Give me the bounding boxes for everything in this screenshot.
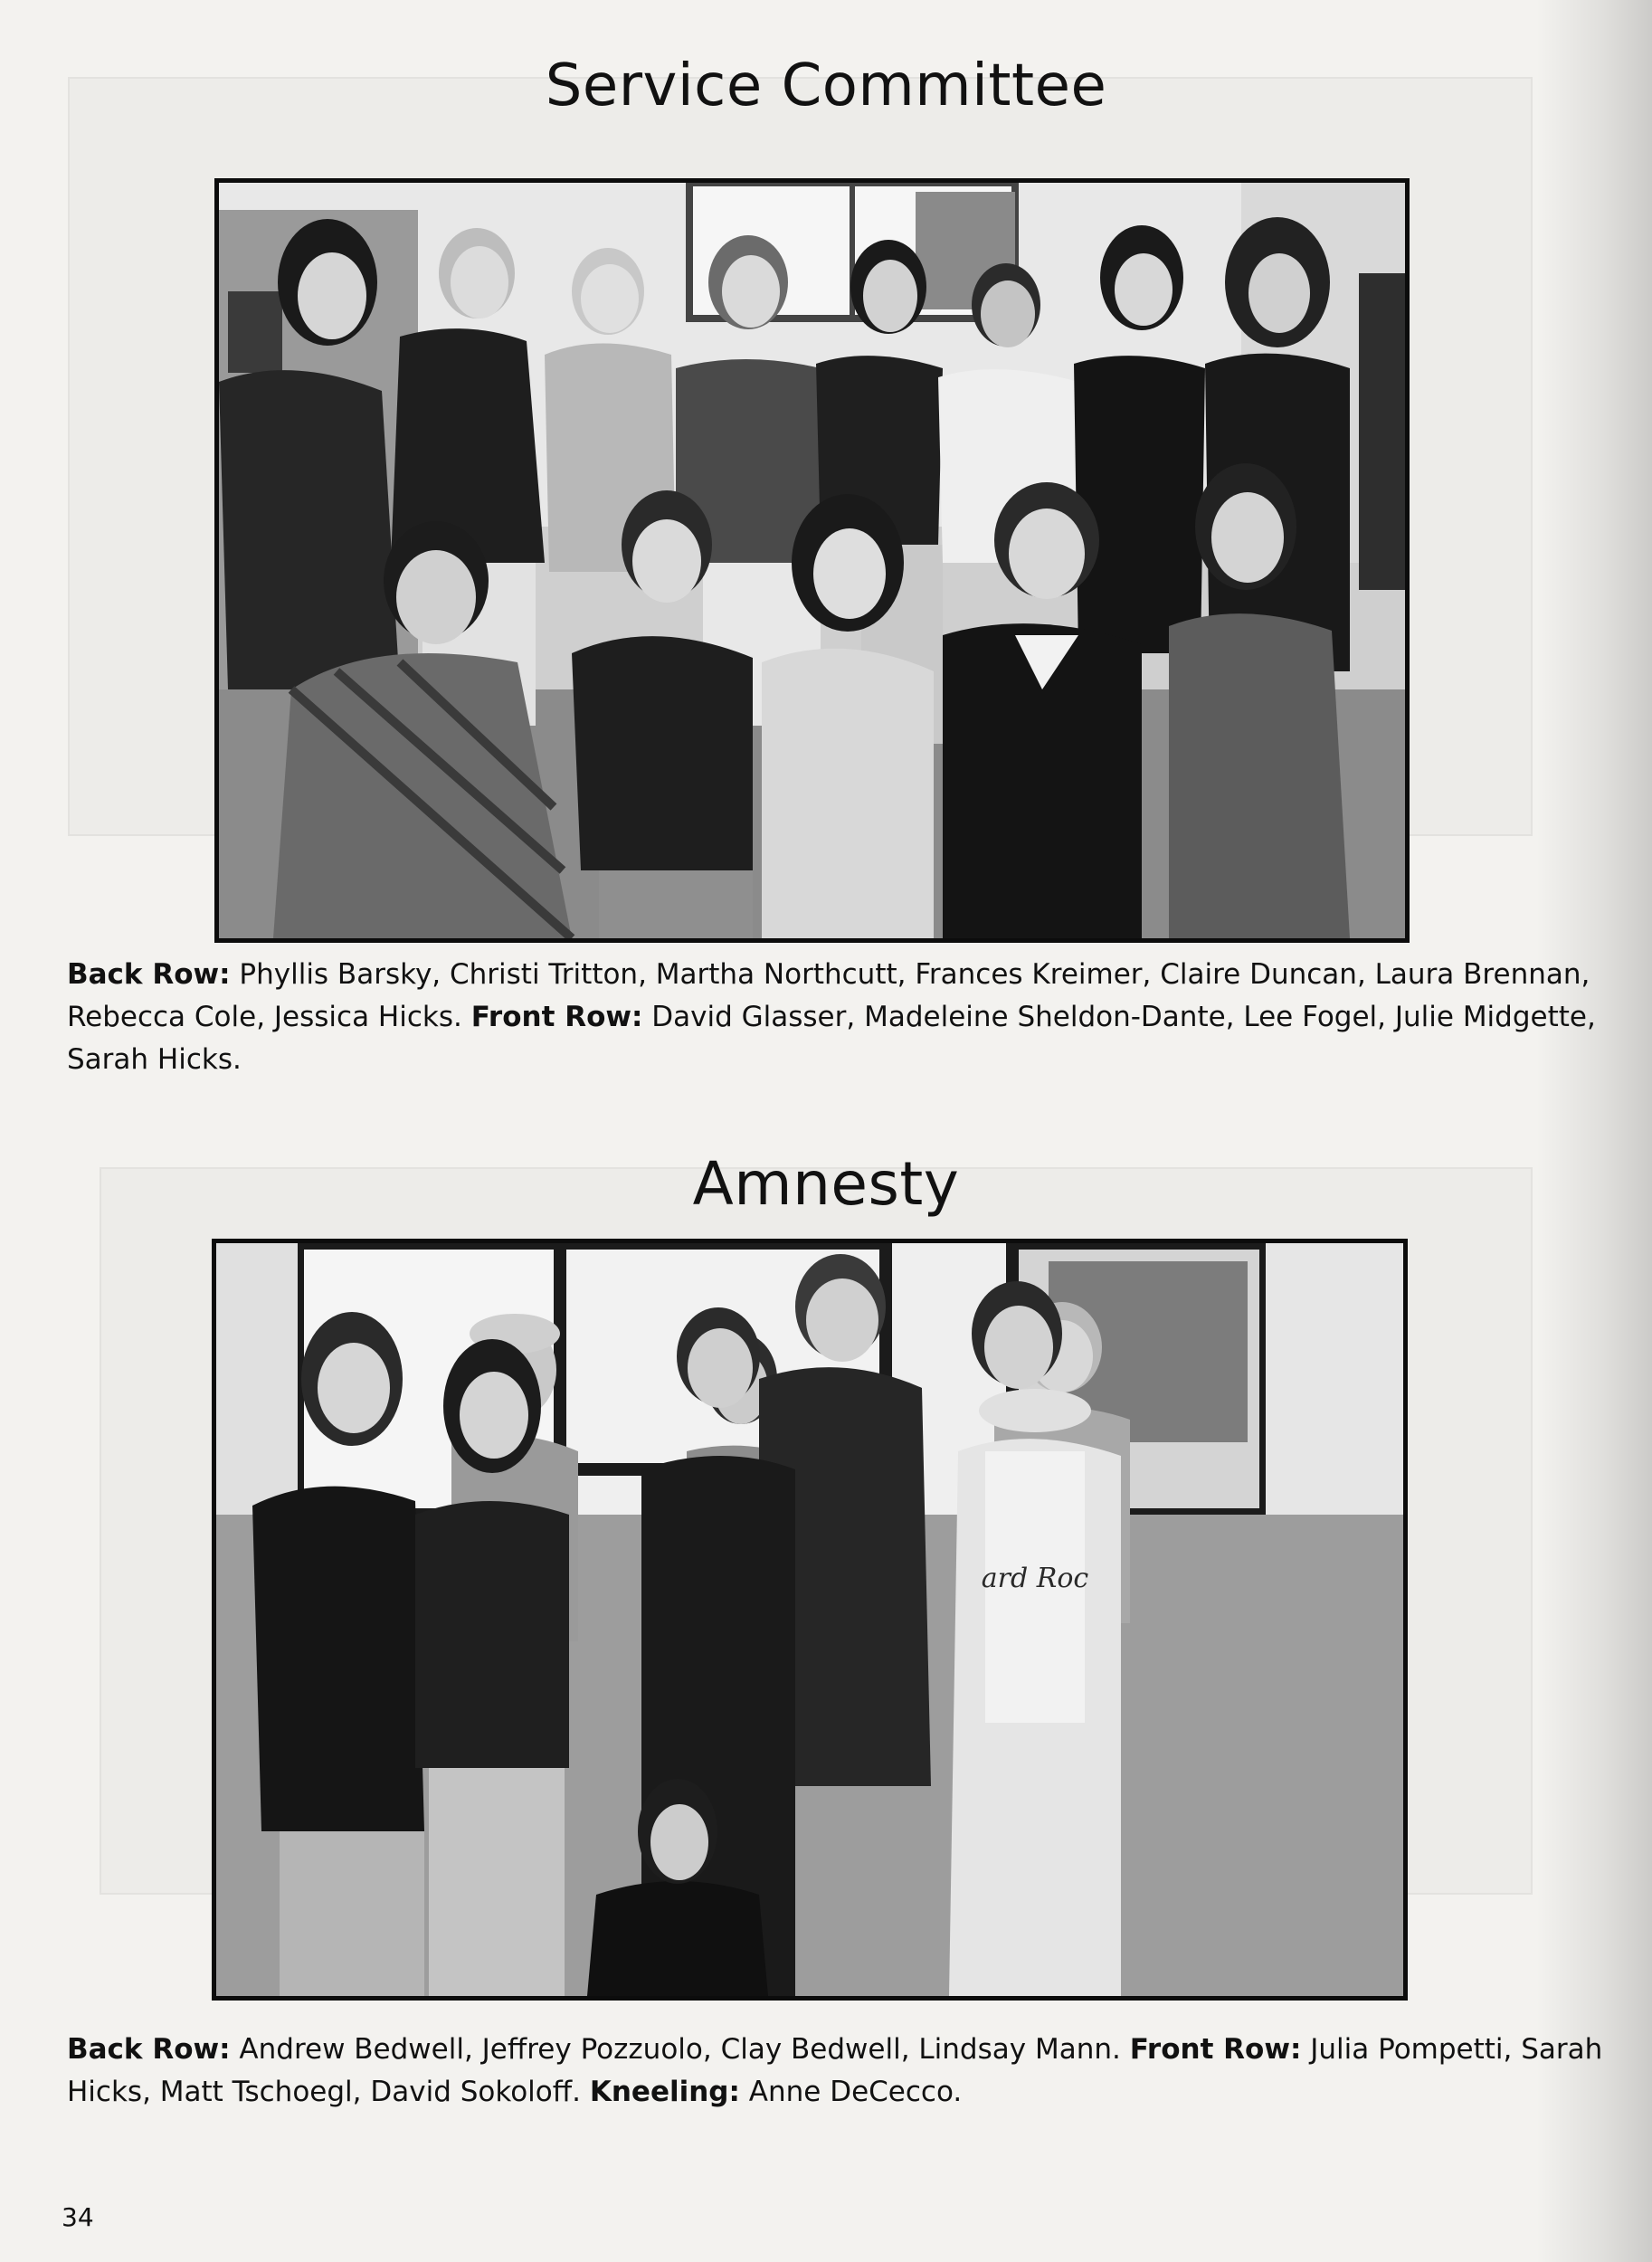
amnesty-caption bbox=[67, 2029, 1632, 2114]
page-number: 34 bbox=[62, 2202, 94, 2232]
back-row-label: Back Row: bbox=[67, 958, 231, 991]
front-row-names: Julia Pompetti, Sarah Hicks, Matt Tschoegl, David Sokoloff. bbox=[67, 2033, 1603, 2108]
group-photo-image bbox=[219, 183, 1405, 938]
service-committee-group-photo bbox=[214, 178, 1410, 943]
front-row-names: David Glasser, Madeleine Sheldon-Dante, Lee Fogel, Julie Midgette, Sarah Hicks. bbox=[67, 1001, 1596, 1076]
back-row-label: Back Row: bbox=[67, 2033, 231, 2066]
group-photo-image bbox=[216, 1243, 1403, 1996]
section-title-service-committee: Service Committee bbox=[545, 52, 1107, 119]
back-row-names: Phyllis Barsky, Christi Tritton, Martha Northcutt, Frances Kreimer, Claire Duncan, Laura Brennan, Rebecca Cole, Jessica Hicks. bbox=[67, 958, 1590, 1033]
svg-text:ard Roc: ard Roc bbox=[981, 1563, 1089, 1594]
kneeling-names: Anne DeCecco. bbox=[748, 2076, 963, 2108]
section-title-amnesty: Amnesty bbox=[692, 1149, 960, 1219]
back-row-names: Andrew Bedwell, Jeffrey Pozzuolo, Clay Bedwell, Lindsay Mann. bbox=[239, 2033, 1121, 2066]
service-committee-caption bbox=[67, 954, 1605, 1081]
kneeling-label: Kneeling: bbox=[589, 2076, 740, 2108]
front-row-label: Front Row: bbox=[1129, 2033, 1302, 2066]
amnesty-group-photo bbox=[212, 1239, 1408, 2001]
front-row-label: Front Row: bbox=[470, 1001, 643, 1033]
